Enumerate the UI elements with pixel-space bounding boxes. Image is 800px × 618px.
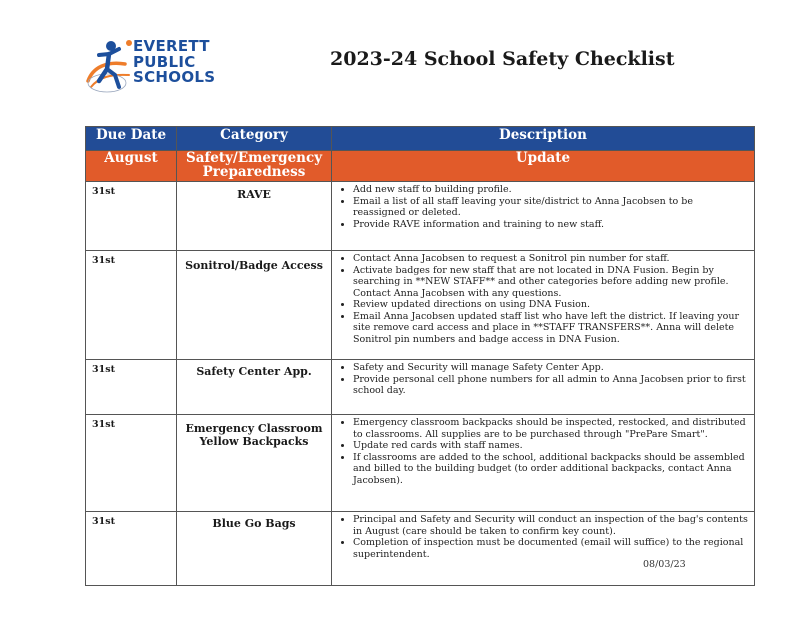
list-item: • Contact Anna Jacobsen to request a Sonitrol pin number for staff. [353,253,748,265]
table-row [86,512,755,586]
table-row [86,360,755,415]
list-item: • If classrooms are added to the school, additional backpacks should be assembled and billed to the building budget (to order additional backpacks, contact Anna Jacobsen). [353,452,748,487]
row-category: Sonitrol/Badge Access [177,251,332,360]
subheader-month: August [86,151,177,182]
list-item: • Activate badges for new staff that are not located in DNA Fusion. Begin by searching in **NEW STAFF** and other categories before adding new profile. Contact Anna Jacobsen with any questions. [353,265,748,300]
header-due-date: Due Date [86,127,177,151]
list-item: • Completion of inspection must be documented (email will suffice) to the regional superintendent. [353,537,748,560]
list-item: • Email a list of all staff leaving your site/district to Anna Jacobsen to be reassigned or deleted. [353,196,748,219]
logo-line-2: PUBLIC [133,52,196,71]
list-item: • Provide personal cell phone numbers for all admin to Anna Jacobsen prior to first school day. [353,374,748,397]
row-date: 31st [86,415,177,512]
subheader-description: Update [332,151,755,182]
row-description [332,415,755,512]
row-category: RAVE [177,182,332,251]
list-item: • Email Anna Jacobsen updated staff list who have left the district. If leaving your site remove card access and place in **STAFF TRANSFERS**. Anna will delete Sonitrol pin numbers and badge access in DNA Fusion. [353,311,748,346]
subheader-category: Safety/Emergency Preparedness [177,151,332,182]
row-description [332,251,755,360]
table-subheader-row [86,151,755,182]
row-date: 31st [86,251,177,360]
row-description [332,182,755,251]
list-item: • Emergency classroom backpacks should be inspected, restocked, and distributed to classrooms. All supplies are to be purchased through "PrePare Smart". [353,417,748,440]
safety-checklist-table [85,126,755,586]
logo-line-3: SCHOOLS [133,68,216,86]
table-row [86,415,755,512]
list-item: • Review updated directions on using DNA Fusion. [353,299,748,311]
list-item: • Safety and Security will manage Safety Center App. [353,362,748,374]
row-category: Safety Center App. [177,360,332,415]
row-date: 31st [86,360,177,415]
logo-wordmark [133,39,215,86]
row-date: 31st [86,512,177,586]
logo-line-1: EVERETT [133,37,210,55]
table-row [86,251,755,360]
table-row [86,182,755,251]
header-description: Description [332,127,755,151]
row-category: Emergency Classroom Yellow Backpacks [177,415,332,512]
list-item: • Add new staff to building profile. [353,184,748,196]
list-item: • Principal and Safety and Security will conduct an inspection of the bag's contents in August (care should be taken to confirm key count). [353,514,748,537]
row-description [332,360,755,415]
document-title: 2023-24 School Safety Checklist [330,48,675,70]
header-category: Category [177,127,332,151]
district-logo [85,37,235,99]
runner-emblem-icon [85,37,135,99]
row-date: 31st [86,182,177,251]
list-item: • Update red cards with staff names. [353,440,748,452]
revision-date: 08/03/23 [643,559,686,570]
row-description [332,512,755,586]
list-item: • Provide RAVE information and training to new staff. [353,219,748,231]
row-category: Blue Go Bags [177,512,332,586]
table-header-row [86,127,755,151]
